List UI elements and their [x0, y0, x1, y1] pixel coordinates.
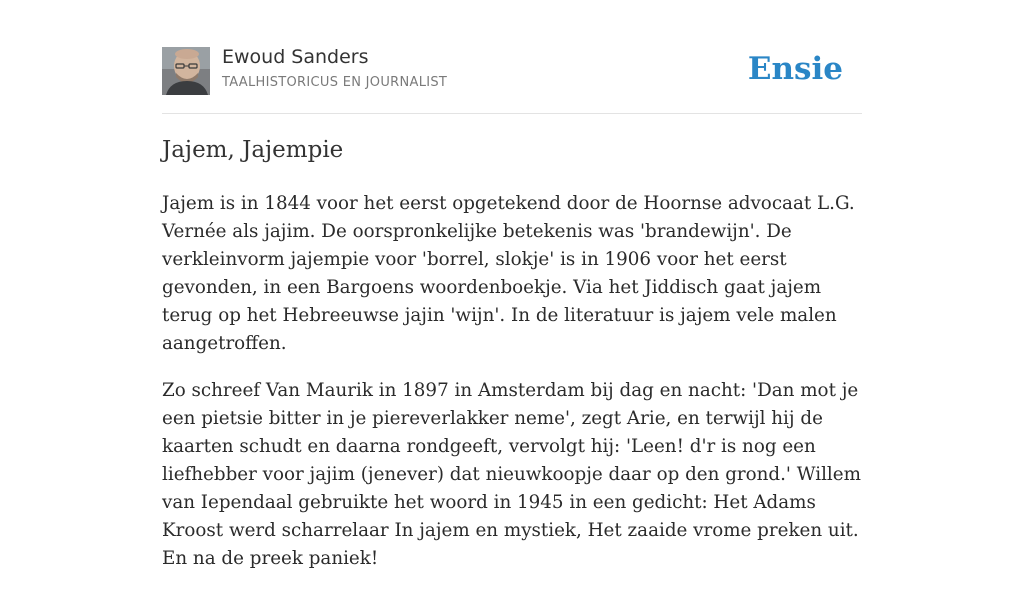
article-paragraph: Zo schreef Van Maurik in 1897 in Amsterdam bij dag en nacht: 'Dan mot je een pietsie bitter in je piereverlakker neme', zegt Arie, en terwijl hij de kaarten schudt en daarna rondgeeft, vervolgt hij: 'Leen! d'r is nog een liefhebber voor jajim (jenever) dat nieuwkoopje daar op den grond.' Willem van Iependaal gebruikte het woord in 1945 in een gedicht: Het Adams Kroost werd scharrelaar In jajem en mystiek, Het zaaide vrome preken uit. En na de preek paniek! [162, 380, 861, 569]
article-paragraph: Jajem is in 1844 voor het eerst opgetekend door de Hoornse advocaat L.G. Vernée als jajim. De oorspronkelijke betekenis was 'brandewijn'. De verkleinvorm jajempie voor 'borrel, slokje' is in 1906 voor het eerst gevonden, in een Bargoens woordenboekje. Via het Jiddisch gaat jajem terug op het Hebreeuwse jajin 'wijn'. In de literatuur is jajem vele malen aangetroffen. [162, 193, 855, 354]
author-name[interactable]: Ewoud Sanders [222, 46, 369, 68]
avatar[interactable] [162, 47, 210, 95]
article-body [162, 190, 866, 592]
article-title: Jajem, Jajempie [162, 137, 344, 163]
author-role: TAALHISTORICUS EN JOURNALIST [222, 75, 448, 90]
brand-logo[interactable]: Ensie [747, 51, 843, 87]
author-photo [162, 47, 210, 95]
header-divider [162, 113, 862, 114]
author-header [162, 46, 862, 96]
